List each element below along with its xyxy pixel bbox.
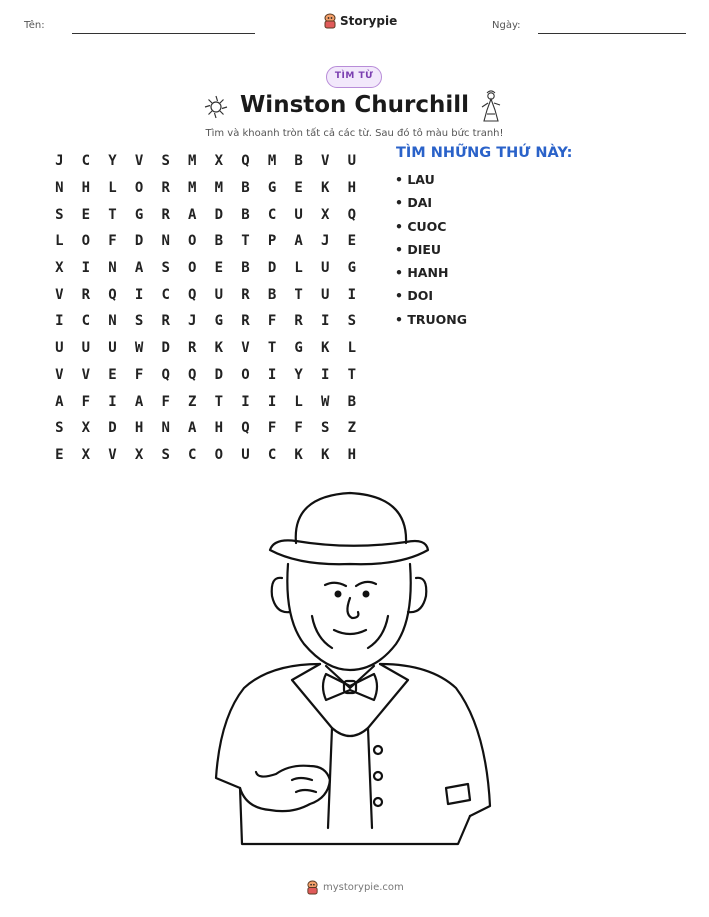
grid-letter[interactable]: C [81, 153, 91, 170]
grid-letter[interactable]: A [55, 393, 64, 410]
grid-letter[interactable]: B [214, 233, 224, 250]
grid-row [46, 148, 365, 175]
grid-letter[interactable]: G [294, 340, 303, 357]
grid-letter[interactable]: R [241, 313, 250, 330]
grid-letter[interactable]: O [241, 366, 250, 383]
grid-letter[interactable]: C [188, 446, 197, 463]
grid-letter[interactable]: K [214, 340, 224, 357]
grid-letter[interactable]: X [81, 446, 91, 463]
letter-grid [46, 148, 365, 468]
grid-letter[interactable]: E [214, 260, 224, 277]
grid-letter[interactable]: R [161, 313, 170, 330]
grid-letter[interactable]: S [161, 446, 170, 463]
grid-letter[interactable]: D [214, 366, 224, 383]
grid-letter[interactable]: N [55, 180, 64, 197]
instructions: Tìm và khoanh tròn tất cả các từ. Sau đó tô màu bức tranh! [205, 128, 504, 139]
grid-row [46, 281, 365, 308]
grid-letter[interactable]: Q [188, 366, 197, 383]
grid-letter[interactable]: N [161, 420, 170, 437]
grid-letter[interactable]: Y [294, 366, 303, 383]
grid-letter[interactable]: Y [108, 153, 117, 170]
grid-letter[interactable]: Q [108, 286, 117, 303]
grid-letter[interactable]: D [108, 420, 117, 437]
word-item: • DIEU [395, 241, 442, 257]
grid-letter[interactable]: E [294, 180, 303, 197]
grid-letter[interactable]: U [214, 286, 224, 303]
grid-letter[interactable]: K [321, 446, 330, 463]
grid-letter[interactable]: W [134, 340, 144, 357]
grid-letter[interactable]: S [161, 260, 170, 277]
grid-row [46, 308, 365, 335]
grid-letter[interactable]: E [55, 446, 64, 463]
grid-letter[interactable]: U [347, 153, 357, 170]
grid-letter[interactable]: V [81, 366, 91, 383]
grid-letter[interactable]: G [214, 313, 224, 330]
grid-letter[interactable]: I [134, 286, 144, 303]
brand-name: Storypie [340, 14, 398, 28]
grid-letter[interactable]: X [55, 260, 64, 277]
grid-letter[interactable]: V [321, 153, 330, 170]
grid-letter[interactable]: H [347, 446, 357, 463]
grid-letter[interactable]: S [55, 206, 64, 223]
grid-letter[interactable]: V [55, 286, 64, 303]
grid-letter[interactable]: L [294, 393, 303, 410]
grid-letter[interactable]: N [108, 313, 117, 330]
grid-letter[interactable]: D [161, 340, 170, 357]
grid-letter[interactable]: D [134, 233, 144, 250]
grid-letter[interactable]: Q [347, 206, 357, 223]
grid-letter[interactable]: H [81, 180, 91, 197]
grid-letter[interactable]: U [108, 340, 117, 357]
date-line[interactable] [538, 33, 686, 34]
grid-letter[interactable]: S [161, 153, 170, 170]
grid-letter[interactable]: L [108, 180, 117, 197]
grid-letter[interactable]: T [241, 233, 250, 250]
grid-letter[interactable]: H [347, 180, 357, 197]
grid-letter[interactable]: V [108, 446, 117, 463]
grid-letter[interactable]: F [161, 393, 170, 410]
grid-letter[interactable]: U [55, 340, 64, 357]
word-item: • DOI [395, 288, 433, 304]
grid-letter[interactable]: Q [161, 366, 170, 383]
grid-letter[interactable]: S [55, 420, 64, 437]
grid-letter[interactable]: T [294, 286, 303, 303]
grid-letter[interactable]: I [108, 393, 117, 410]
word-item: • HANH [395, 265, 449, 281]
grid-letter[interactable]: B [267, 286, 277, 303]
grid-letter[interactable]: X [321, 206, 330, 223]
grid-letter[interactable]: F [267, 313, 277, 330]
grid-letter[interactable]: U [241, 446, 250, 463]
grid-letter[interactable]: F [108, 233, 117, 250]
grid-letter[interactable]: V [55, 366, 64, 383]
grid-letter[interactable]: U [321, 286, 330, 303]
grid-letter[interactable]: J [55, 153, 64, 170]
grid-letter[interactable]: P [267, 233, 277, 250]
grid-row [46, 255, 365, 282]
grid-letter[interactable]: H [214, 420, 224, 437]
grid-letter[interactable]: N [108, 260, 117, 277]
grid-letter[interactable]: O [134, 180, 144, 197]
grid-letter[interactable]: T [347, 366, 357, 383]
grid-letter[interactable]: S [134, 313, 144, 330]
lady-figure-icon [478, 90, 504, 124]
grid-letter[interactable]: V [134, 153, 144, 170]
grid-letter[interactable]: I [55, 313, 64, 330]
grid-letter[interactable]: H [134, 420, 144, 437]
grid-letter[interactable]: I [267, 393, 277, 410]
brand-logo [323, 13, 397, 29]
grid-letter[interactable]: B [294, 153, 303, 170]
word-item: • CUOC [395, 218, 447, 234]
grid-letter[interactable]: J [321, 233, 330, 250]
grid-letter[interactable]: A [294, 233, 303, 250]
grid-letter[interactable]: C [267, 206, 277, 223]
grid-letter[interactable]: M [267, 153, 277, 170]
grid-letter[interactable]: R [241, 286, 250, 303]
grid-letter[interactable]: F [294, 420, 303, 437]
grid-letter[interactable]: C [81, 313, 91, 330]
grid-letter[interactable]: E [108, 366, 117, 383]
grid-letter[interactable]: A [134, 393, 144, 410]
grid-letter[interactable]: T [108, 206, 117, 223]
grid-letter[interactable]: R [81, 286, 91, 303]
grid-letter[interactable]: F [134, 366, 144, 383]
grid-letter[interactable]: I [321, 313, 330, 330]
grid-letter[interactable]: K [294, 446, 303, 463]
grid-letter[interactable]: T [267, 340, 277, 357]
grid-letter[interactable]: D [214, 206, 224, 223]
grid-letter[interactable]: R [188, 340, 197, 357]
grid-row [46, 388, 365, 415]
grid-row [46, 175, 365, 202]
grid-letter[interactable]: V [241, 340, 250, 357]
grid-letter[interactable]: B [241, 206, 250, 223]
page-title: Winston Churchill [239, 92, 470, 118]
footer [306, 880, 404, 895]
grid-row [46, 228, 365, 255]
grid-letter[interactable]: A [188, 206, 197, 223]
grid-letter[interactable]: X [214, 153, 224, 170]
storypie-logo-icon [306, 880, 319, 895]
grid-letter[interactable]: L [347, 340, 357, 357]
word-item: • TRUONG [395, 311, 467, 327]
word-item: • DAI [395, 195, 433, 211]
grid-letter[interactable]: B [241, 260, 250, 277]
grid-letter[interactable]: R [161, 180, 170, 197]
grid-letter[interactable]: U [81, 340, 91, 357]
grid-letter[interactable]: S [321, 420, 330, 437]
grid-letter[interactable]: L [55, 233, 64, 250]
grid-letter[interactable]: B [347, 393, 357, 410]
grid-letter[interactable]: R [161, 206, 170, 223]
grid-letter[interactable]: G [134, 206, 144, 223]
grid-letter[interactable]: N [161, 233, 170, 250]
grid-letter[interactable]: G [347, 260, 357, 277]
grid-letter[interactable]: Q [241, 153, 250, 170]
grid-letter[interactable]: M [214, 180, 224, 197]
grid-letter[interactable]: I [81, 260, 91, 277]
grid-letter[interactable]: R [294, 313, 303, 330]
storypie-logo-icon [323, 13, 337, 29]
grid-letter[interactable]: F [267, 420, 277, 437]
footer-url[interactable]: mystorypie.com [323, 882, 404, 893]
grid-row [46, 442, 365, 469]
grid-letter[interactable]: A [134, 260, 144, 277]
date-label: Ngày: [492, 20, 521, 31]
grid-letter[interactable]: Q [188, 286, 197, 303]
grid-letter[interactable]: O [214, 446, 224, 463]
word-search-badge: TÌM TỪ [326, 66, 382, 88]
grid-letter[interactable]: I [321, 366, 330, 383]
grid-letter[interactable]: K [321, 340, 330, 357]
grid-letter[interactable]: C [161, 286, 170, 303]
grid-row [46, 201, 365, 228]
grid-letter[interactable]: U [321, 260, 330, 277]
grid-letter[interactable]: S [347, 313, 357, 330]
grid-letter[interactable]: C [267, 446, 277, 463]
grid-letter[interactable]: A [188, 420, 197, 437]
grid-row [46, 335, 365, 362]
grid-letter[interactable]: O [188, 233, 197, 250]
grid-row [46, 362, 365, 389]
name-label: Tên: [24, 20, 45, 31]
grid-letter[interactable]: Z [347, 420, 357, 437]
grid-letter[interactable]: L [294, 260, 303, 277]
grid-letter[interactable]: X [81, 420, 91, 437]
grid-letter[interactable]: B [241, 180, 250, 197]
grid-letter[interactable]: X [134, 446, 144, 463]
grid-letter[interactable]: F [81, 393, 91, 410]
grid-letter[interactable]: U [294, 206, 303, 223]
grid-row [46, 415, 365, 442]
grid-letter[interactable]: O [188, 260, 197, 277]
grid-letter[interactable]: G [267, 180, 277, 197]
grid-letter[interactable]: T [214, 393, 224, 410]
grid-letter[interactable]: W [321, 393, 330, 410]
grid-letter[interactable]: I [267, 366, 277, 383]
grid-letter[interactable]: J [188, 313, 197, 330]
grid-letter[interactable]: M [188, 180, 197, 197]
grid-letter[interactable]: K [321, 180, 330, 197]
name-line[interactable] [72, 33, 255, 34]
grid-letter[interactable]: Z [188, 393, 197, 410]
word-list-heading: TÌM NHỮNG THỨ NÀY: [396, 145, 573, 161]
grid-letter[interactable]: M [188, 153, 197, 170]
word-item: • LAU [395, 172, 435, 187]
grid-letter[interactable]: E [347, 233, 357, 250]
word-list [395, 170, 467, 333]
grid-letter[interactable]: E [81, 206, 91, 223]
grid-letter[interactable]: I [241, 393, 250, 410]
grid-letter[interactable]: O [81, 233, 91, 250]
grid-letter[interactable]: Q [241, 420, 250, 437]
grid-letter[interactable]: D [267, 260, 277, 277]
churchill-coloring-illustration [200, 488, 500, 853]
grid-letter[interactable]: I [347, 286, 357, 303]
